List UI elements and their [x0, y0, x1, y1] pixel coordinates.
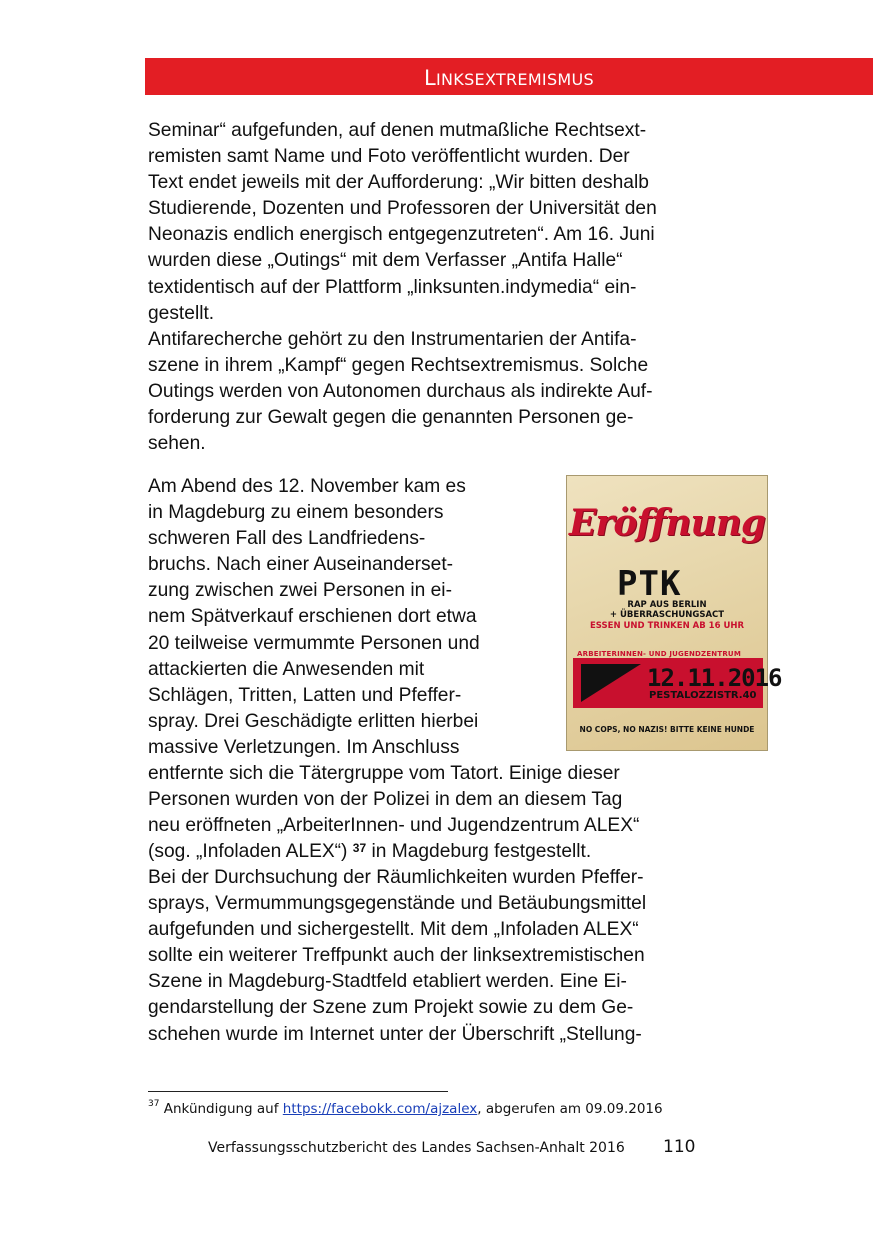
paragraph-2-line: Personen wurden von der Polizei in dem an diesem Tag	[148, 789, 623, 811]
paragraph-3-line: Bei der Durchsuchung der Räumlichkeiten wurden Pfeffer-	[148, 867, 644, 888]
paragraph-2-line: schweren Fall des Landfriedens-	[148, 528, 426, 550]
paragraph-3	[148, 865, 646, 1048]
paragraph-2-line: massive Verletzungen. Im Anschluss	[148, 736, 460, 758]
footnote-prefix: Ankündigung auf	[159, 1101, 283, 1117]
paragraph-1-line: Neonazis endlich energisch entgegenzutreten“. Am 16. Juni	[148, 224, 655, 246]
poster-line-3: ESSEN UND TRINKEN AB 16 UHR	[589, 621, 745, 631]
paragraph-1-line: wurden diese „Outings“ mit dem Verfasser „Antifa Halle“	[148, 250, 623, 272]
paragraph-2-line: neu eröffneten „ArbeiterInnen- und Jugendzentrum ALEX“	[148, 815, 640, 837]
poster-title: Eröffnung	[568, 502, 766, 544]
paragraph-2-line: Schlägen, Tritten, Latten und Pfeffer-	[148, 684, 462, 706]
paragraph-1-line: textidentisch auf der Plattform „linksunten.indymedia“ ein-	[148, 276, 637, 298]
paragraph-2-line: zung zwischen zwei Personen in ei-	[148, 580, 452, 602]
poster-graphic	[581, 664, 641, 702]
paragraph-1-line: Studierende, Dozenten und Professoren der Universität den	[148, 198, 657, 220]
footnote-suffix: , abgerufen am 09.09.2016	[477, 1101, 663, 1117]
paragraph-1-line: szene in ihrem „Kampf“ gegen Rechtsextremismus. Solche	[148, 354, 649, 376]
event-poster-image	[566, 475, 782, 751]
poster-street: PESTALOZZISTR.40	[649, 690, 757, 701]
footnote-divider	[148, 1091, 448, 1092]
paragraph-2-line: Am Abend des 12. November kam es	[148, 476, 466, 497]
paragraph-3-line: sollte ein weiterer Treffpunkt auch der linksextremistischen	[148, 945, 645, 967]
paragraph-1-line: Outings werden von Autonomen durchaus als indirekte Auf-	[148, 380, 653, 402]
poster-line-2: + ÜBERRASCHUNGSACT	[609, 610, 725, 620]
paragraph-3-line: aufgefunden und sichergestellt. Mit dem „Infoladen ALEX“	[148, 919, 639, 941]
section-header-bar	[145, 58, 873, 95]
paragraph-3-line: gendarstellung der Szene zum Projekt sowie zu dem Ge-	[148, 997, 634, 1019]
paragraph-2-line: attackierten die Anwesenden mit	[148, 658, 425, 680]
footnote-number: 37	[148, 1099, 160, 1109]
paragraph-1-line: remisten samt Name und Foto veröffentlicht wurden. Der	[148, 146, 630, 168]
paragraph-2-line: bruchs. Nach einer Auseinanderset-	[148, 554, 454, 576]
poster-act: PTK	[617, 564, 682, 604]
paragraph-2-line: nem Spätverkauf erschienen dort etwa	[148, 606, 477, 628]
paragraph-2-line: entfernte sich die Tätergruppe vom Tatort. Einige dieser	[148, 763, 620, 785]
poster-slogan: NO COPS, NO NAZIS! BITTE KEINE HUNDE	[579, 725, 755, 734]
footnote-reference[interactable]: 37	[352, 841, 367, 855]
paragraph-3-line: schehen wurde im Internet unter der Überschrift „Stellung-	[148, 1023, 642, 1045]
paragraph-3-line: Szene in Magdeburg-Stadtfeld etabliert werden. Eine Ei-	[148, 971, 627, 993]
page-number: 110	[663, 1137, 696, 1157]
section-title: LINKSEXTREMISMUS	[424, 66, 594, 90]
poster-venue: ARBEITERINNEN- UND JUGENDZENTRUM ALEX	[577, 650, 741, 666]
paragraph-2-line: in Magdeburg zu einem besonders	[148, 502, 444, 524]
paragraph-1-line: Antifarecherche gehört zu den Instrumentarien der Antifa-	[148, 328, 637, 350]
paragraph-2-footnote-line	[148, 839, 591, 865]
paragraph-1-line: gestellt.	[148, 302, 215, 324]
poster-date: 12.11.2016	[647, 664, 782, 692]
paragraph-1-line: Seminar“ aufgefunden, auf denen mutmaßliche Rechtsext-	[148, 120, 647, 141]
footnote-line-after: in Magdeburg festgestellt.	[366, 841, 592, 862]
paragraph-1-line: forderung zur Gewalt gegen die genannten Personen ge-	[148, 407, 634, 429]
paragraph-1-line: sehen.	[148, 433, 206, 455]
footnote-line-before: (sog. „Infoladen ALEX“)	[148, 841, 353, 862]
footnote-link[interactable]: https://facebokk.com/ajzalex	[282, 1101, 478, 1117]
paragraph-1-line: Text endet jeweils mit der Aufforderung: „Wir bitten deshalb	[148, 172, 649, 194]
paragraph-2-line: 20 teilweise vermummte Personen und	[148, 632, 480, 654]
paragraph-2-line: spray. Drei Geschädigte erlitten hierbei	[148, 710, 479, 732]
paragraph-3-line: sprays, Vermummungsgegenstände und Betäubungsmittel	[148, 893, 647, 915]
footnote	[148, 1101, 663, 1117]
paragraph-1	[148, 118, 657, 457]
footer-report-title: Verfassungsschutzbericht des Landes Sachsen-Anhalt 2016	[208, 1140, 625, 1156]
poster-line-1: RAP AUS BERLIN	[627, 600, 707, 610]
